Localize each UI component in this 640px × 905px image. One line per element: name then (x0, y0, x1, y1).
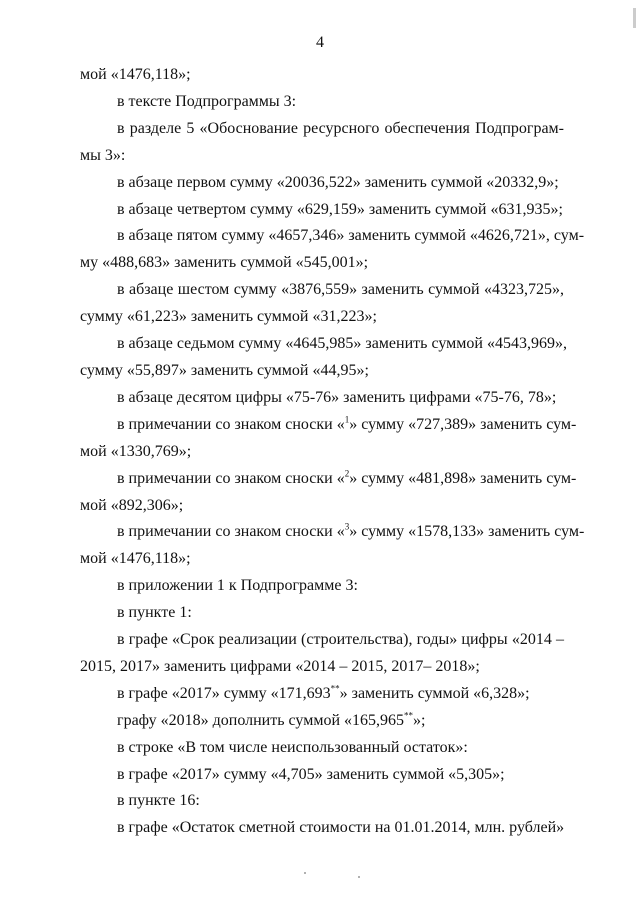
text-line: в графе «Срок реализации (строительства), годы» цифры «2014 – (117, 631, 564, 649)
text-fragment: » заменить суммой «6,328»; (339, 684, 530, 702)
text-line (80, 519, 585, 546)
text-line: в пункте 16: (117, 792, 200, 810)
text-line: в графе «Остаток сметной стоимости на 01.01.2014, млн. рублей» (117, 819, 565, 837)
footnote-mark: 3 (344, 522, 350, 533)
text-line: в пункте 1: (117, 604, 192, 622)
text-line (80, 466, 577, 493)
text-line: в абзаце десятом цифры «75-76» заменить цифрами «75-76, 78»; (117, 388, 557, 406)
text-fragment: графу «2018» дополнить суммой «165,965 (117, 711, 405, 729)
text-line: мой «1330,769»; (80, 442, 192, 460)
text-line: в приложении 1 к Подпрограмме 3: (117, 577, 358, 595)
footnote-mark: 2 (344, 468, 350, 479)
footnote-mark: ** (404, 710, 414, 721)
text-line (80, 681, 564, 708)
text-line: мой «1476,118»; (80, 550, 191, 568)
text-line (80, 412, 577, 439)
text-line: 2015, 2017» заменить цифрами «2014 – 2015, 2017– 2018»; (80, 657, 480, 675)
text-line: в абзаце первом сумму «20036,522» заменить суммой «20332,9»; (117, 173, 559, 191)
text-line: в строке «В том числе неиспользованный остаток»: (117, 738, 468, 756)
text-fragment: » сумму «1578,133» заменить сум- (349, 523, 585, 541)
text-line: в абзаце шестом сумму «3876,559» заменить суммой «4323,725», (117, 281, 564, 299)
text-line: му «488,683» заменить суммой «545,001»; (80, 254, 369, 272)
text-fragment: »; (413, 711, 426, 729)
text-line: в абзаце четвертом сумму «629,159» заменить суммой «631,935»; (117, 200, 563, 218)
text-line: мой «892,306»; (80, 496, 184, 514)
text-fragment: в примечании со знаком сноски « (117, 469, 345, 487)
text-line: в разделе 5 «Обоснование ресурсного обеспечения Подпрограм- (117, 119, 564, 137)
text-line: мы 3»: (80, 146, 126, 164)
scan-speck (358, 876, 360, 878)
text-fragment: в примечании со знаком сноски « (117, 415, 345, 433)
text-line: в графе «2017» сумму «4,705» заменить суммой «5,305»; (117, 765, 505, 783)
text-line (80, 708, 564, 735)
text-line: в абзаце седьмом сумму «4645,985» заменить суммой «4543,969», (117, 335, 567, 353)
text-line: в абзаце пятом сумму «4657,346» заменить суммой «4626,721», сум- (117, 227, 585, 245)
text-line: сумму «61,223» заменить суммой «31,223»; (80, 308, 377, 326)
text-fragment: в примечании со знаком сноски « (117, 523, 345, 541)
text-fragment: » сумму «727,389» заменить сум- (349, 415, 577, 433)
text-line: в тексте Подпрограммы 3: (117, 92, 297, 110)
scan-artifact-mark (633, 8, 636, 28)
page-number: 4 (316, 34, 324, 51)
scan-speck (304, 872, 306, 874)
text-fragment: в графе «2017» сумму «171,693 (117, 684, 331, 702)
footnote-mark: 1 (344, 414, 350, 425)
footnote-mark: ** (330, 683, 340, 694)
text-line: мой «1476,118»; (80, 66, 191, 83)
document-body (80, 62, 585, 842)
text-fragment: » сумму «481,898» заменить сум- (349, 469, 577, 487)
text-line: сумму «55,897» заменить суммой «44,95»; (80, 361, 369, 379)
